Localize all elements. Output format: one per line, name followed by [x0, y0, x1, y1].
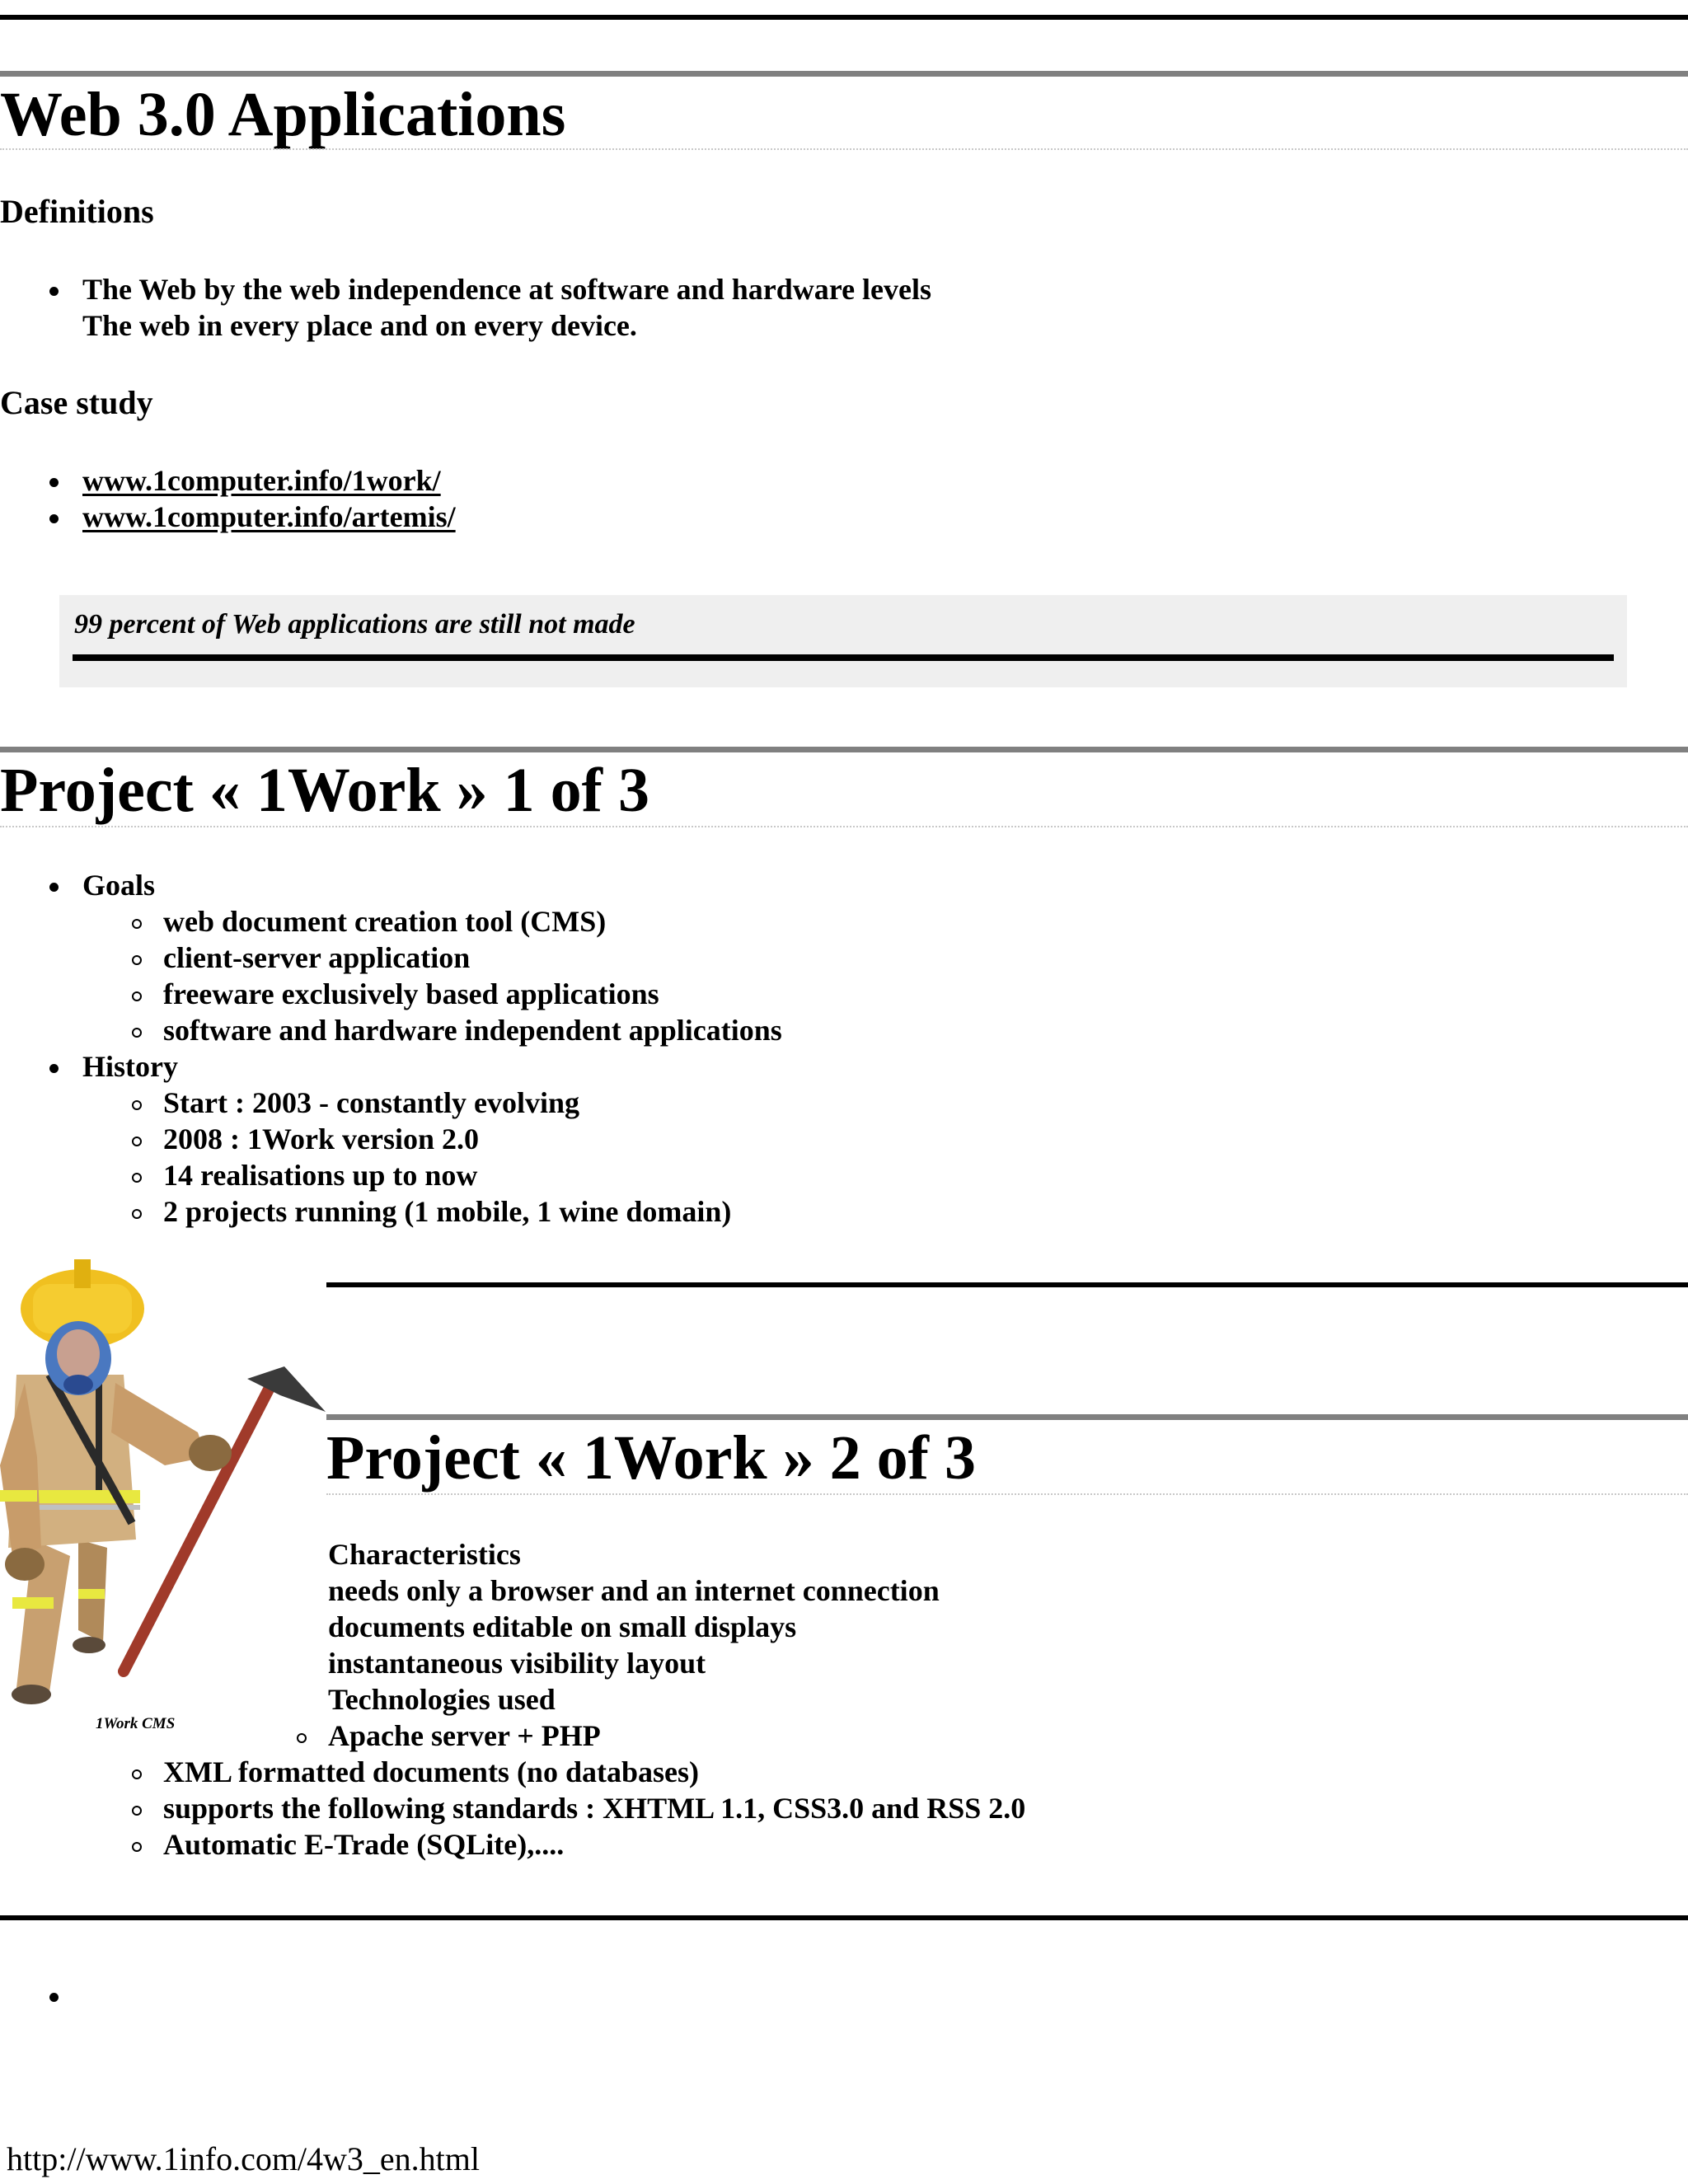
- case-study-bullet-2: [49, 514, 59, 523]
- technology-bullet-4: [132, 1842, 142, 1852]
- page-title: Web 3.0 Applications: [0, 80, 566, 149]
- project-2of3-title: Project « 1Work » 2 of 3: [326, 1423, 976, 1493]
- section3-top-rule: [326, 1414, 1688, 1420]
- case-study-heading: Case study: [0, 384, 153, 421]
- footer-url: http://www.1info.com/4w3_en.html: [7, 2140, 481, 2177]
- quote-box: [59, 595, 1627, 687]
- case-study-link-1-wrap: [82, 462, 441, 499]
- history-label: History: [82, 1050, 178, 1083]
- empty-list-bullet: [49, 1993, 59, 2002]
- case-study-bullet-1: [49, 478, 59, 487]
- goal-bullet-4: [132, 1028, 142, 1038]
- history-bullet-4: [132, 1209, 142, 1219]
- figure-caption: 1Work CMS: [96, 1715, 176, 1732]
- definitions-line-1: The Web by the web independence at software and hardware levels: [82, 273, 932, 306]
- section3-bottom-rule: [0, 1915, 1688, 1920]
- technology-item-4: Automatic E-Trade (SQLite),....: [163, 1828, 565, 1861]
- goal-bullet-2: [132, 955, 142, 965]
- case-study-link-1work[interactable]: www.1computer.info/1work/: [82, 464, 441, 497]
- top-rule: [0, 15, 1688, 20]
- project-1of3-title: Project « 1Work » 1 of 3: [0, 756, 649, 825]
- goal-bullet-1: [132, 919, 142, 929]
- technology-bullet-3: [132, 1806, 142, 1816]
- quote-rule: [73, 654, 1614, 661]
- technology-item-3: supports the following standards : XHTML 1.1, CSS3.0 and RSS 2.0: [163, 1792, 1026, 1825]
- technology-item-2: XML formatted documents (no databases): [163, 1755, 699, 1788]
- characteristics-label: Characteristics: [328, 1538, 521, 1571]
- goal-item-2: client-server application: [163, 941, 471, 974]
- definitions-line-2: The web in every place and on every device.: [82, 309, 637, 342]
- definitions-bullet: [49, 287, 59, 296]
- history-item-4: 2 projects running (1 mobile, 1 wine domain): [163, 1195, 732, 1228]
- history-bullet-2: [132, 1137, 142, 1146]
- section1-top-rule: [0, 71, 1688, 77]
- case-study-link-2-wrap: [82, 499, 456, 535]
- goal-item-4: software and hardware independent applications: [163, 1014, 782, 1047]
- section3-pre-rule: [326, 1282, 1688, 1287]
- history-bullet-3: [132, 1173, 142, 1183]
- goal-bullet-3: [132, 991, 142, 1001]
- characteristic-item-2: documents editable on small displays: [328, 1610, 797, 1643]
- technology-bullet-1: [297, 1733, 307, 1743]
- technologies-label: Technologies used: [328, 1683, 556, 1716]
- history-item-3: 14 realisations up to now: [163, 1159, 478, 1192]
- history-bullet: [49, 1064, 59, 1073]
- technology-item-1: Apache server + PHP: [328, 1719, 601, 1752]
- definitions-heading: Definitions: [0, 193, 154, 230]
- section1-title-underline: [0, 148, 1688, 150]
- goal-item-1: web document creation tool (CMS): [163, 905, 607, 938]
- section3-title-underline: [326, 1493, 1688, 1495]
- case-study-link-artemis[interactable]: www.1computer.info/artemis/: [82, 500, 456, 533]
- technology-bullet-2: [132, 1769, 142, 1779]
- goals-label: Goals: [82, 869, 156, 902]
- quote-text: 99 percent of Web applications are still not made: [74, 609, 635, 640]
- characteristic-item-1: needs only a browser and an internet connection: [328, 1574, 940, 1607]
- characteristic-item-3: instantaneous visibility layout: [328, 1647, 706, 1680]
- goal-item-3: freeware exclusively based applications: [163, 977, 659, 1010]
- history-bullet-1: [132, 1100, 142, 1110]
- history-item-1: Start : 2003 - constantly evolving: [163, 1086, 579, 1119]
- goals-bullet: [49, 883, 59, 892]
- section2-title-underline: [0, 826, 1688, 827]
- firefighter-image: [0, 1243, 330, 1704]
- section2-top-rule: [0, 747, 1688, 752]
- history-item-2: 2008 : 1Work version 2.0: [163, 1122, 479, 1155]
